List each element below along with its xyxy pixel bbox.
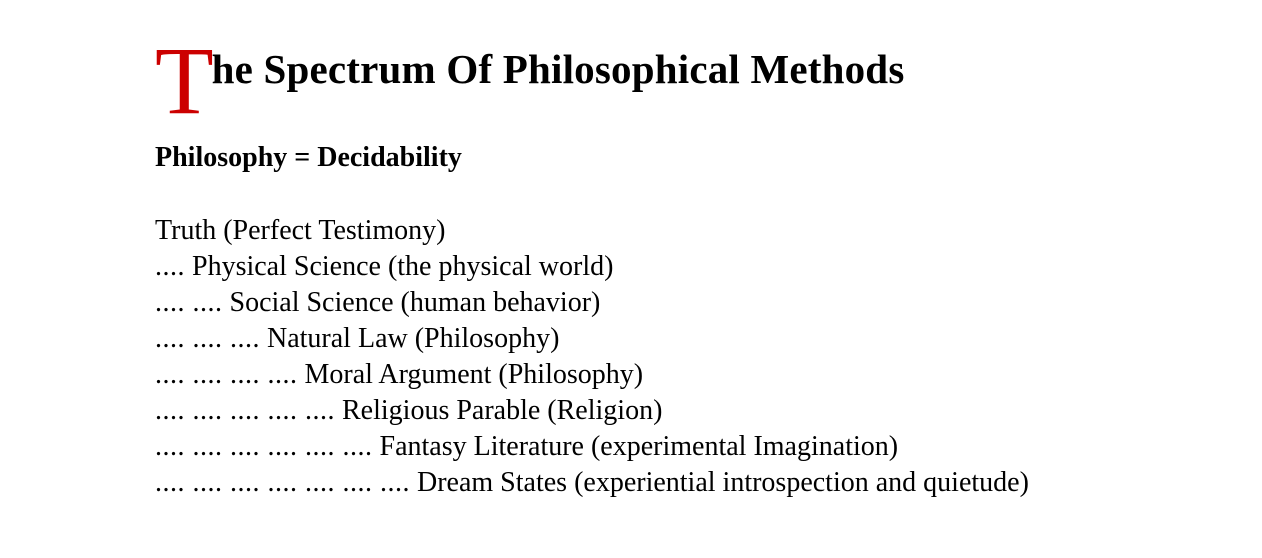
title-text: he Spectrum Of Philosophical Methods — [211, 46, 905, 92]
list-item-label: Physical Science (the physical world) — [192, 251, 614, 282]
list-item-indent: .... .... .... — [155, 323, 260, 354]
list-item-label: Moral Argument (Philosophy) — [304, 359, 644, 390]
list-item — [155, 249, 1215, 285]
list-item-indent: .... .... .... .... .... — [155, 395, 335, 426]
spectrum-list — [155, 213, 1215, 501]
list-item-label: Truth (Perfect Testimony) — [155, 215, 446, 246]
list-item — [155, 285, 1215, 321]
list-item-label: Social Science (human behavior) — [229, 287, 601, 318]
list-item-label: Dream States (experiential introspection and quietude) — [417, 467, 1029, 498]
list-item — [155, 321, 1215, 357]
list-item — [155, 465, 1215, 501]
list-item-indent: .... .... .... .... .... .... — [155, 431, 373, 462]
list-item-label: Religious Parable (Religion) — [342, 395, 663, 426]
page-title — [155, 27, 1215, 134]
list-item — [155, 357, 1215, 393]
list-item-label: Fantasy Literature (experimental Imagination) — [379, 431, 899, 462]
title-dropcap: T — [155, 27, 214, 134]
list-item-label: Natural Law (Philosophy) — [267, 323, 560, 354]
list-item-indent: .... .... .... .... .... .... .... — [155, 467, 410, 498]
list-item — [155, 393, 1215, 429]
list-item-indent: .... .... — [155, 287, 223, 318]
list-item — [155, 429, 1215, 465]
list-item — [155, 213, 1215, 249]
subtitle: Philosophy = Decidability — [155, 142, 462, 173]
list-item-indent: .... .... .... .... — [155, 359, 298, 390]
document-content — [155, 27, 1215, 501]
list-item-indent: .... — [155, 251, 185, 282]
